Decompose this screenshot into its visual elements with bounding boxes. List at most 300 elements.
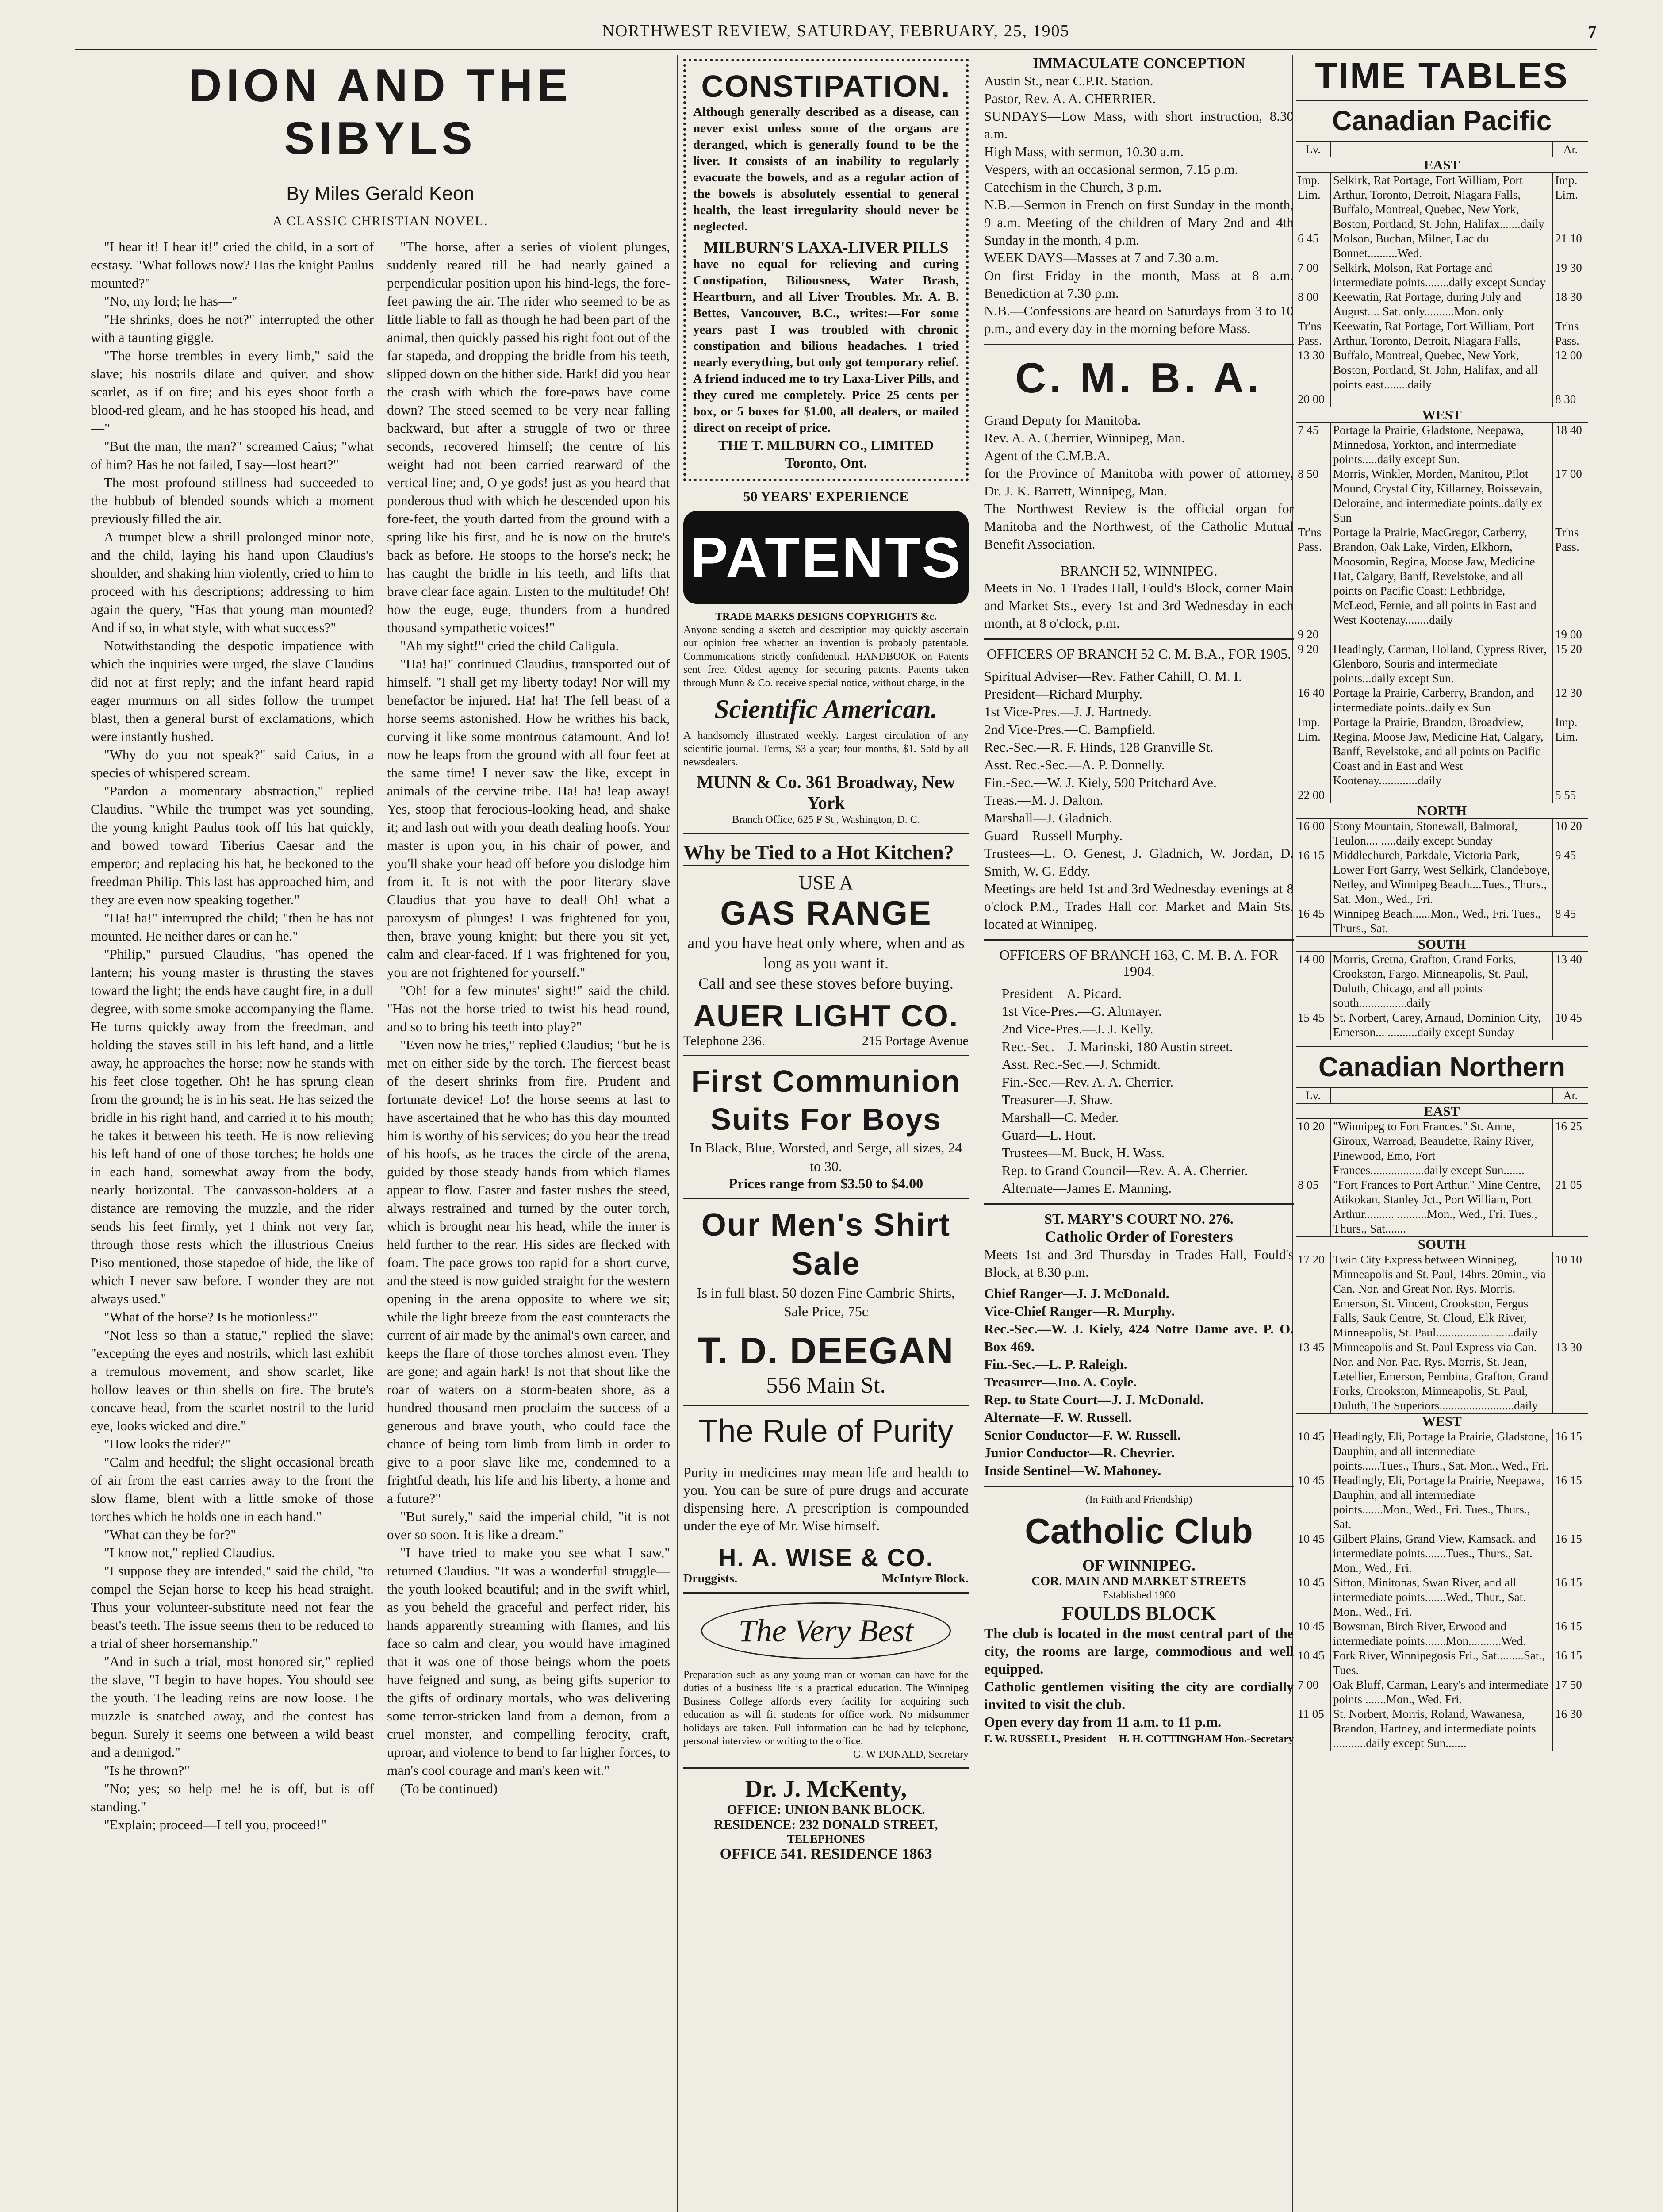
route-description: Oak Bluff, Carman, Leary's and intermediate points .......Mon., Wed. Fri. <box>1331 1678 1553 1707</box>
mckenty-ad <box>683 1775 969 1863</box>
communion-price: Prices range from $3.50 to $4.00 <box>728 1175 923 1191</box>
arrival-time: 8 45 <box>1555 907 1576 920</box>
header-rule <box>75 49 1597 50</box>
timetable-row <box>1296 261 1588 290</box>
club-established: Established 1900 <box>1102 1590 1176 1601</box>
patents-ad <box>683 488 969 826</box>
route-description: Keewatin, Rat Portage, Fort William, Port Arthur, Toronto, Detroit, Niagara Falls, Buffalo, Montreal, Quebec, New York, Boston, Portland, St. John, Halifax, and all points east........daily <box>1331 319 1553 392</box>
officer-line: Vice-Chief Ranger—R. Murphy. <box>984 1303 1175 1319</box>
story-paragraph: "No, my lord; he has—" <box>104 293 238 309</box>
club-line: The club is located in the most central part of the city, the rooms are large, commodious and well equipped. <box>984 1625 1294 1677</box>
club-city: OF WINNIPEG. <box>1082 1556 1196 1574</box>
auer-light-title: AUER LIGHT CO. <box>693 998 959 1033</box>
cmba-notice <box>984 411 1294 553</box>
page-header <box>75 21 1597 57</box>
timetable-section: SOUTH <box>1296 936 1588 952</box>
laxa-title: MILBURN'S LAXA-LIVER PILLS <box>703 238 949 256</box>
arrival-time: 17 00 <box>1555 467 1582 480</box>
ads-column <box>683 55 969 2212</box>
timetable-row <box>1296 1532 1588 1575</box>
story-paragraph: "I have tried to make you see what I saw," returned Claudius. "It was a wonderful struggle—the youth looked beautiful; and in the swift whirl, as you beheld the graceful and perfect rider, his hands apparently streaming with flames, and his face so calm and clear, you would have imagined that it was one of those beings whom the poets have feigned and sung, as being gifts superior to the gifts of ordinary mortals, who was delivering some terror-stricken land from a demon, from a cruel monster, and compelling ferocity, craft, uproar, and violence to bend to far higher forces, to man's cool courage and man's keen wit." <box>387 1545 670 1778</box>
officer-line: Treasurer—Jno. A. Coyle. <box>984 1374 1137 1390</box>
officer-line: Meetings are held 1st and 3rd Wednesday evenings at 8 o'clock P.M., Trades Hall cor. Market and Main Sts. located at Winnipeg. <box>984 881 1294 932</box>
notice-separator <box>984 939 1294 941</box>
story-text-right <box>387 238 670 1834</box>
wise-block: McIntyre Block. <box>882 1572 969 1586</box>
officer-line: Treasurer—J. Shaw. <box>1002 1092 1113 1107</box>
route-description: Portage la Prairie, Gladstone, Neepawa, Minnedosa, Yorkton, and intermediate points.....daily except Sun. <box>1331 422 1553 467</box>
officer-line: Asst. Rec.-Sec.—A. P. Donnelly. <box>984 757 1165 772</box>
officer-line: Marshall—J. Gladnich. <box>984 810 1113 826</box>
story-paragraph: A trumpet blew a shrill prolonged minor note, and the child, laying his hand upon Claudius's shoulder, and shaking him violently, cried to him to proceed with his descriptions; addressing to him again the query, "Has that young man mounted? And if so, in what style, with what success?" <box>91 529 374 635</box>
departure-time: 10 45 <box>1298 1620 1325 1633</box>
story-column <box>91 55 670 2212</box>
notices-column <box>984 55 1294 2212</box>
club-line: Catholic gentlemen visiting the city are cordially invited to visit the club. <box>984 1678 1294 1712</box>
departure-time: 8 50 <box>1298 467 1319 480</box>
departure-time: 10 45 <box>1298 1430 1325 1443</box>
timetable-row <box>1296 1429 1588 1473</box>
route-description: Gilbert Plains, Grand View, Kamsack, and intermediate points.......Tues., Thurs., Sat. Mon., Wed., Fri. <box>1331 1532 1553 1575</box>
officer-line: Fin.-Sec.—W. J. Kiely, 590 Pritchard Ave. <box>984 775 1217 790</box>
route-description: Portage la Prairie, Brandon, Broadview, Regina, Moose Jaw, Medicine Hat, Calgary, Banff, Revelstoke, and all points on Pacific Coast and in East and West Kootenay.............daily <box>1331 715 1553 788</box>
auer-address: 215 Portage Avenue <box>862 1033 969 1048</box>
officer-line: President—A. Picard. <box>1002 986 1122 1001</box>
arrival-time: 19 00 <box>1555 628 1582 641</box>
church-line: WEEK DAYS—Masses at 7 and 7.30 a.m. <box>984 250 1219 265</box>
officer-line: Guard—Russell Murphy. <box>984 828 1123 843</box>
notice-separator <box>984 1203 1294 1205</box>
officer-line: Rec.-Sec.—J. Marinski, 180 Austin street. <box>1002 1039 1233 1054</box>
patents-body: Anyone sending a sketch and description may quickly ascertain our opinion free whether an invention is probably patentable. Communications strictly confidential. HANDBOOK on Patents sent free. Oldest agency for securing patents. Patents taken through Munn & Co. receive special notice, without charge, in the <box>683 624 969 689</box>
timetable-row <box>1296 290 1588 319</box>
very-best-logo: The Very Best <box>701 1602 951 1659</box>
story-byline: By Miles Gerald Keon <box>286 183 475 204</box>
departure-time: 9 20 <box>1298 628 1319 641</box>
route-description: Morris, Winkler, Morden, Manitou, Pilot Mound, Crystal City, Killarney, Boissevain, Deloraine, and intermediate points..daily ex Sun <box>1331 467 1553 525</box>
officer-line: President—Richard Murphy. <box>984 686 1142 702</box>
route-description: St. Norbert, Carey, Arnaud, Dominion City, Emerson... ..........daily except Sunday <box>1331 1010 1553 1040</box>
story-body <box>91 238 670 1834</box>
deegan-address: 556 Main St. <box>766 1373 886 1398</box>
club-motto: (In Faith and Friendship) <box>1085 1494 1192 1505</box>
arrival-time: 16 25 <box>1555 1120 1582 1133</box>
cmba-line: The Northwest Review is the official organ for Manitoba and the Northwest, of the Catholic Mutual Benefit Association. <box>984 501 1294 552</box>
story-paragraph: "He shrinks, does he not?" interrupted the other with a taunting giggle. <box>91 311 374 345</box>
timetable-row <box>1296 642 1588 686</box>
officer-line: Spiritual Adviser—Rev. Father Cahill, O. M. I. <box>984 668 1242 684</box>
officer-line: 2nd Vice-Pres.—J. J. Kelly. <box>1002 1021 1153 1037</box>
timetables-column <box>1296 55 1588 2212</box>
timetables-title: TIME TABLES <box>1296 55 1588 101</box>
story-paragraph: "Ah my sight!" cried the child Caligula. <box>400 638 619 653</box>
mckenty-office: OFFICE: UNION BANK BLOCK. <box>727 1802 925 1817</box>
departure-time: 16 45 <box>1298 907 1325 920</box>
timetable-row <box>1296 173 1588 231</box>
club-president: F. W. RUSSELL, President <box>984 1733 1107 1745</box>
officer-line: 1st Vice-Pres.—J. J. Hartnedy. <box>984 704 1152 719</box>
church-line: SUNDAYS—Low Mass, with short instruction, 8.30 a.m. <box>984 108 1294 142</box>
route-description: "Fort Frances to Port Arthur." Mine Centre, Atikokan, Stanley Jct., Port William, Port Arthur.......... ..........Mon., Wed., Fri. Tues., Thurs., Sat....... <box>1331 1178 1553 1237</box>
arrival-time: 15 20 <box>1555 642 1582 656</box>
route-description: Headingly, Eli, Portage la Prairie, Neepawa, Dauphin, and all intermediate points.......Mon., Wed., Fri. Tues., Thurs., Sat. <box>1331 1473 1553 1532</box>
route-description: Winnipeg Beach......Mon., Wed., Fri. Tues., Thurs., Sat. <box>1331 906 1553 936</box>
departure-time: 17 20 <box>1298 1253 1325 1266</box>
timetable-section: WEST <box>1296 1413 1588 1429</box>
story-paragraph: The most profound stillness had succeeded to the hubbub of blended sounds which a moment previously filled the air. <box>91 475 374 526</box>
story-paragraph: "The horse trembles in every limb," said the slave; his nostrils dilate and quiver, and show scarlet, as if on fire; and his eyes shoot forth a blood-red gleam, and he has stooped his head, and—" <box>91 348 374 436</box>
arrival-time: 16 15 <box>1555 1576 1582 1589</box>
timetable-section: WEST <box>1296 407 1588 422</box>
college-secretary: G. W DONALD, Secretary <box>853 1749 969 1760</box>
story-paragraph: "Calm and heedful; the slight occasional breath of air from the east carries away to the front the slow flame, blent with a little smoke of those torches which he holds one in each hand." <box>91 1454 374 1524</box>
officer-line: Fin.-Sec.—L. P. Raleigh. <box>984 1356 1127 1372</box>
departure-time: 15 45 <box>1298 1011 1325 1024</box>
notice-separator <box>984 344 1294 345</box>
route-description: Stony Mountain, Stonewall, Balmoral, Teulon.... .....daily except Sunday <box>1331 818 1553 848</box>
club-line: Open every day from 11 a.m. to 11 p.m. <box>984 1714 1222 1730</box>
purity-title: The Rule of Purity <box>698 1413 954 1449</box>
arrival-time: 8 30 <box>1555 392 1576 406</box>
story-paragraph: "Philip," pursued Claudius, "has opened the lantern; his young master is thrusting the staves toward the light; the ends have caught fire, in a dull degree, with some smoke accompanying the flame. He turns quickly away from the freedman, and holding the staves still in his left hand, and a little away, he approaches the horse; now he stands with his feet close together. Oh! he has sprung clean from the ground; he is in his seat. He has seized the bridle in his right hand, and carried it to his mouth; he takes it between his teeth. He is now relieving his left hand of one of those torches; he holds one in each hand, somewhat away from the body, nearly horizontal. The canvasson-holders at a distance are removing the muzzle, and the rider sends his feet firmly, yet I think not very far, through those rests which the illustrious Cneius Piso mentioned, those stapedoe of hide, the like of which I never saw before. I wonder they are not always used." <box>91 946 374 1306</box>
ad-separator <box>683 1767 969 1769</box>
departure-time: 10 45 <box>1298 1576 1325 1589</box>
court-officers-list <box>984 1285 1294 1479</box>
ad-separator <box>683 1198 969 1199</box>
constipation-body: Although generally described as a disease, can never exist unless some of the organs are deranged, which is generally found to be the liver. It consists of an inability to regularly evacuate the bowels, and as a regular action of the bowels is absolutely essential to general health, the least irregularity should never be neglected. <box>693 105 959 234</box>
club-body <box>984 1624 1294 1731</box>
story-paragraph: "How looks the rider?" <box>104 1436 231 1452</box>
lv-header: Lv. <box>1296 1088 1331 1103</box>
church-line: Austin St., near C.P.R. Station. <box>984 73 1153 88</box>
arrival-time: Tr'ns Pass. 12 00 <box>1555 319 1582 362</box>
officer-line: Junior Conductor—R. Chevrier. <box>984 1445 1175 1460</box>
story-paragraph: "The horse, after a series of violent plunges, suddenly reared till he had nearly gained a perpendicular position upon his hind-legs, the fore-feet pawing the air. The rider who seemed to be as little liable to fall as though he had been part of the animal, then quickly passed his right foot out of the far stapeda, and dropping the bridle from his teeth, slipped down on the hither side. Hark! did you hear the crash with which the fore-paws have come down? The steed seemed to be very near falling backward, but after a struggle of two or three seconds, recovered himself; the centre of his weight had not been carried rearward of the vertical line; and, O ye gods! just as you heard that ponderous thud with which he descended upon his fore-feet, the youth darted from the ground with a spring like his first, and he is now on the brute's back as before. He stoops to the horse's neck; he has caught the bridle in his teeth, and lifts that brave clear face again. Listen to the multitude! Oh! how the euge, euge, thunders from a hundred thousand sympathetic voices!" <box>387 239 670 635</box>
route-description: Fork River, Winnipegosis Fri., Sat.........Sat., Tues. <box>1331 1648 1553 1678</box>
ad-separator <box>683 833 969 834</box>
college-body: Preparation such as any young man or woman can have for the duties of a business life is a practical education. The Winnipeg Business College affords every facility for acquiring such education as will fit students for office work. No midsummer holidays are taken. Full information can be had by telephone, personal interview or writing to the office. <box>683 1669 969 1747</box>
wise-title: H. A. WISE & CO. <box>718 1544 934 1571</box>
departure-time: 6 45 <box>1298 232 1319 245</box>
departure-time: 20 00 <box>1298 392 1325 406</box>
mckenty-telephones-label: TELEPHONES <box>787 1832 865 1845</box>
officer-line: Senior Conductor—F. W. Russell. <box>984 1427 1181 1443</box>
story-paragraph: "But the man, the man?" screamed Caius; "what of him? Has he not failed, I say—lost heart?" <box>91 438 374 472</box>
route-description: Headingly, Eli, Portage la Prairie, Gladstone, Dauphin, and all intermediate points......Tues., Thurs., Sat. Mon., Wed., Fri. <box>1331 1429 1553 1473</box>
ad-separator <box>683 1405 969 1406</box>
departure-time: 10 45 <box>1298 1649 1325 1662</box>
route-description <box>1331 788 1553 803</box>
story-text-left <box>91 238 374 1834</box>
constipation-ad <box>683 59 969 481</box>
notice-separator <box>984 1486 1294 1487</box>
timetable-row <box>1296 848 1588 906</box>
club-block: FOULDS BLOCK <box>1061 1602 1216 1624</box>
route-description: Headingly, Carman, Holland, Cypress River, Glenboro, Souris and intermediate points...daily except Sun. <box>1331 642 1553 686</box>
story-paragraph: "Even now he tries," replied Claudius; "but he is met on either side by the torch. The fiercest beast of the desert shrinks from fire. Prudent and fortunate device! Lo! the horse seems at last to have ascertained that he who has this day mounted him is worthy of his services; do you hear the tread of his hoofs, as he traces the circle of the arena, guided by those steady hands from which flames appear to flow. Faster and faster rushes the steed, always restrained and turned by the outer torch, which is brought near his head, while the inner is held further to the rear. His sides are flecked with foam. The pace grows too rapid for a short curve, and the steed is now guided straight for the western opening in the arena opposite to where we sit; while the light breeze from the east counteracts the current of air made by the animal's own career, and keeps the flare of those torches almost even. They are gone; and again hark! Is not that shout like the roar of waters on a storm-beaten shore, as a hundred thousand men proclaim the success of a generous and brave youth, who could face the chance of being torn limb from limb in order to give to a poor slave like me, condemned to a frightful death, his life and his liberty, a home and a future?" <box>387 1037 670 1506</box>
departure-time: 10 45 <box>1298 1532 1325 1545</box>
story-paragraph: "Is he thrown?" <box>104 1763 190 1778</box>
story-paragraph: "I hear it! I hear it!" cried the child, in a sort of ecstasy. "What follows now? Has the knight Paulus mounted?" <box>91 239 374 291</box>
story-paragraph: "And in such a trial, most honored sir," replied the slave, "I begin to have hopes. You should see the youth. The leading reins are now loose. The muzzle is snatched away, and the contest has begun. Surely it seems one between a wild beast and a demigod." <box>91 1654 374 1760</box>
officer-line: Rep. to Grand Council—Rev. A. A. Cherrier. <box>1002 1163 1248 1178</box>
shirt-sale-body: Is in full blast. 50 dozen Fine Cambric Shirts, Sale Price, 75c <box>697 1285 955 1319</box>
timetable-row <box>1296 906 1588 936</box>
court-title: ST. MARY'S COURT NO. 276. <box>1044 1211 1234 1227</box>
officer-line: Rep. to State Court—J. J. McDonald. <box>984 1392 1204 1407</box>
cmba-line: Grand Deputy for Manitoba. <box>984 412 1141 428</box>
wise-druggists: Druggists. <box>683 1572 738 1586</box>
mckenty-residence: RESIDENCE: 232 DONALD STREET, <box>714 1817 938 1832</box>
officer-line: Chief Ranger—J. J. McDonald. <box>984 1286 1169 1301</box>
cmba-line: Agent of the C.M.B.A. <box>984 448 1111 463</box>
departure-time: 7 00 <box>1298 1678 1319 1691</box>
timetable-section: EAST <box>1296 157 1588 173</box>
patents-logo: PATENTS <box>683 511 969 604</box>
story-paragraph: "No; yes; so help me! he is off, but is off standing." <box>91 1781 374 1814</box>
officers52-list <box>984 668 1294 933</box>
officer-line: Alternate—James E. Manning. <box>1002 1180 1172 1196</box>
arrival-time: 13 30 <box>1555 1340 1582 1354</box>
officers163-title: OFFICERS OF BRANCH 163, C. M. B. A. FOR 1904. <box>999 947 1279 979</box>
branch52-title: BRANCH 52, WINNIPEG. <box>1060 563 1218 579</box>
church-line: Pastor, Rev. A. A. CHERRIER. <box>984 91 1156 106</box>
story-paragraph: "I suppose they are intended," said the child, "to compel the Sejan horse to keep his head straight. Thus your volunteer-substitute need not fear the beast's teeth. The issue seems then to be reduced to a trial of sheer horsemanship." <box>91 1563 374 1651</box>
story-paragraph: "Why do you not speak?" said Caius, in a species of whispered scream. <box>91 747 374 780</box>
route-description: Selkirk, Rat Portage, Fort William, Port Arthur, Toronto, Detroit, Niagara Falls, Buffalo, Montreal, Quebec, New York, Boston, Portland, St. John, Halifax.......daily <box>1331 173 1553 231</box>
gas-range-ad <box>683 840 969 1048</box>
church-notice <box>984 72 1294 338</box>
story-paragraph: "Ha! ha!" interrupted the child; "then he has not mounted. He neither dares or can he." <box>91 910 374 944</box>
route-description: Portage la Prairie, MacGregor, Carberry, Brandon, Oak Lake, Virden, Elkhorn, Moosomin, Regina, Moose Jaw, Medicine Hat, Calgary, Banff, Revelstoke, and all points on Pacific Coast; Lethbridge, McLeod, Fernie, and all points in East and West Kootenay........daily <box>1331 525 1553 627</box>
timetable-row <box>1296 1619 1588 1648</box>
communion-ad <box>683 1062 969 1398</box>
arrival-time: 16 15 <box>1555 1649 1582 1662</box>
ar-header: Ar. <box>1553 142 1588 157</box>
gas-use: USE A <box>798 872 854 894</box>
departure-time: 22 00 <box>1298 788 1325 802</box>
story-paragraph: "What can they be for?" <box>104 1527 236 1542</box>
lv-header: Lv. <box>1296 142 1331 157</box>
officer-line: Trustees—M. Buck, H. Wass. <box>1002 1145 1165 1160</box>
route-description: Sifton, Minitonas, Swan River, and all intermediate points.......Wed., Thur., Sat. Mon., Wed., Fri. <box>1331 1575 1553 1619</box>
departure-time: 10 20 <box>1298 1120 1325 1133</box>
route-description: Keewatin, Rat Portage, during July and August.... Sat. only..........Mon. only <box>1331 290 1553 319</box>
route-description: St. Norbert, Morris, Roland, Wawanesa, Brandon, Hartney, and intermediate points ...........daily except Sun....... <box>1331 1707 1553 1751</box>
patents-experience: 50 YEARS' EXPERIENCE <box>743 488 909 504</box>
gas-range-title: GAS RANGE <box>720 895 932 932</box>
timetable-row <box>1296 1707 1588 1751</box>
departure-time: 7 00 <box>1298 261 1319 274</box>
timetable-row <box>1296 686 1588 715</box>
departure-time: 8 00 <box>1298 290 1319 303</box>
story-paragraph: "Pardon a momentary abstraction," replied Claudius. "While the trumpet was yet sounding, the young knight Paulus took off his hat quickly, and bowed toward Tiberius Caesar and the emperor; and replacing his hat, he beckoned to the freedman Philip. This last has approached him, and they are even now speaking together." <box>91 783 374 907</box>
club-secretary: H. H. COTTINGHAM Hon.-Secretary <box>1119 1733 1294 1745</box>
church-line: On first Friday in the month, Mass at 8 a.m. Benediction at 7.30 p.m. <box>984 268 1294 301</box>
officer-line: 2nd Vice-Pres.—C. Bampfield. <box>984 722 1156 737</box>
timetable-row <box>1296 1119 1588 1178</box>
arrival-time: 13 40 <box>1555 952 1582 966</box>
communion-title: First Communion Suits For Boys <box>691 1064 961 1137</box>
route-description: Portage la Prairie, Carberry, Brandon, and intermediate points..daily ex Sun <box>1331 686 1553 715</box>
officer-line: Marshall—C. Meder. <box>1002 1110 1119 1125</box>
route-description <box>1331 627 1553 642</box>
timetable-row <box>1296 788 1588 803</box>
court-body: Meets 1st and 3rd Thursday in Trades Hall, Fould's Block, at 8.30 p.m. <box>984 1247 1294 1280</box>
departure-time: Tr'ns Pass. <box>1298 526 1322 553</box>
arrival-time: 17 50 <box>1555 1678 1582 1691</box>
arrival-time: 16 30 <box>1555 1707 1582 1720</box>
story-paragraph: (To be continued) <box>400 1781 498 1796</box>
court-subtitle: Catholic Order of Foresters <box>1045 1228 1233 1245</box>
sci-body: A handsomely illustrated weekly. Largest circulation of any scientific journal. Terms, $3 a year; four months, $1. Sold by all newsdealers. <box>683 730 969 768</box>
departure-time: Tr'ns Pass. 13 30 <box>1298 319 1325 362</box>
business-college-ad <box>683 1602 969 1761</box>
munn-branch: Branch Office, 625 F St., Washington, D. C. <box>732 814 920 826</box>
arrival-time: 16 15 <box>1555 1474 1582 1487</box>
purity-body: Purity in medicines may mean life and health to you. You can be sure of pure drugs and accurate dispensing here. A prescription is compounded under the eye of Mr. Wise himself. <box>683 1464 969 1533</box>
officer-line: Guard—L. Hout. <box>1002 1127 1096 1143</box>
communion-body: In Black, Blue, Worsted, and Serge, all sizes, 24 to 30. <box>690 1140 962 1174</box>
officer-line: Treas.—M. J. Dalton. <box>984 792 1104 808</box>
notice-separator <box>984 638 1294 640</box>
page-number: 7 <box>1588 22 1597 42</box>
cmba-title: C. M. B. A. <box>1015 354 1263 402</box>
officer-line: Rec.-Sec.—W. J. Kiely, 424 Notre Dame ave. P. O. Box 469. <box>984 1321 1294 1354</box>
timetable-section: SOUTH <box>1296 1237 1588 1252</box>
church-line: N.B.—Confessions are heard on Saturdays from 3 to 10 p.m., and every day in the morning before Mass. <box>984 303 1294 336</box>
timetable-row <box>1296 231 1588 261</box>
church-line: High Mass, with sermon, 10.30 a.m. <box>984 144 1184 159</box>
story-paragraph: "Not less so than a statue," replied the slave; "excepting the eyes and nostrils, which last exhibit a tremulous movement, and show scarlet, like hollow leaves or thin shells on fire. The brute's concave head, from the scarlet nostril to the lurid eye, looks wicked and dire." <box>91 1327 374 1433</box>
departure-time: 14 00 <box>1298 952 1325 966</box>
route-description: Morris, Gretna, Grafton, Grand Forks, Crookston, Fargo, Minneapolis, St. Paul, Duluth, Chicago, and all points south................daily <box>1331 952 1553 1010</box>
timetable-row <box>1296 627 1588 642</box>
timetable-row <box>1296 1473 1588 1532</box>
auer-telephone: Telephone 236. <box>683 1033 765 1048</box>
officers163-list <box>984 985 1294 1197</box>
route-description: Molson, Buchan, Milner, Lac du Bonnet..........Wed. <box>1331 231 1553 261</box>
story-paragraph: "Ha! ha!" continued Claudius, transported out of himself. "I shall get my liberty today! Nor will my benefactor be injured. Ha! ha! The fell beast of a horse seems astonished. How he writhes his back, curving it like some montrous catamount. And lo! now he leaps from the ground with all four feet at the same time! I never saw the like, except in animals of the cervine tribe. Ha! ha! leap away! Yes, stoop that ferocious-looking head, and shake it; and lash out with your death dealing hoofs. Your master is upon you, in his chair of power, and you'll shake your head off before you dislodge him from it. It is not with the poor literary slave Claudius that you have to deal! Oh! what a paroxysm of plunges! I was frightened for you, then, brave young knight; but there you sit yet, calm and clear-faced. If I was frightened for you, you are not frightened for yourself." <box>387 656 670 980</box>
branch52-body: Meets in No. 1 Trades Hall, Fould's Block, corner Main and Market Sts., every 1st and 3rd Wednesday in each month, at 8 o'clock, p.m. <box>984 580 1294 631</box>
arrival-time: 21 05 <box>1555 1178 1582 1191</box>
masthead-title: NORTHWEST REVIEW, SATURDAY, FEBRUARY, 25, 1905 <box>602 22 1070 40</box>
arrival-time: 18 40 <box>1555 423 1582 437</box>
route-description: Middlechurch, Parkdale, Victoria Park, Lower Fort Garry, West Selkirk, Clandeboye, Netley, and Winnipeg Beach....Tues., Thurs., Sat. Mon., Wed., Fri. <box>1331 848 1553 906</box>
timetable-row <box>1296 1575 1588 1619</box>
route-description: Minneapolis and St. Paul Express via Can. Nor. and Nor. Pac. Rys. Morris, St. Jean, Letellier, Emerson, Pembina, Grafton, Grand Forks, Crookston, Minneapolis, St. Paul, Duluth, The Superiors.........................daily <box>1331 1340 1553 1413</box>
timetable-row <box>1296 1010 1588 1040</box>
arrival-time: 10 20 <box>1555 819 1582 833</box>
arrival-time: 19 30 <box>1555 261 1582 274</box>
arrival-time: 9 45 <box>1555 849 1576 862</box>
story-paragraph: Notwithstanding the despotic impatience with which the inquiries were urged, the slave Claudius did not at first reply; and the infant heard rapid eager murmurs on all sides follow the trumpet blast, then a general burst of exclamations, which were instantly hushed. <box>91 638 374 744</box>
arrival-time: Tr'ns Pass. <box>1555 526 1579 553</box>
cmba-line: Rev. A. A. Cherrier, Winnipeg, Man. <box>984 430 1185 445</box>
story-paragraph: "What of the horse? Is he motionless?" <box>104 1309 318 1325</box>
departure-time: Imp. Lim. <box>1298 715 1321 743</box>
timetable-row <box>1296 422 1588 467</box>
story-subtitle: A CLASSIC CHRISTIAN NOVEL. <box>272 214 488 228</box>
arrival-time: 16 15 <box>1555 1430 1582 1443</box>
canadian-pacific-title: Canadian Pacific <box>1332 106 1552 136</box>
officers52-title: OFFICERS OF BRANCH 52 C. M. B.A., FOR 1905. <box>986 646 1291 662</box>
canadian-northern-title: Canadian Northern <box>1296 1046 1588 1083</box>
officer-line: Trustees—L. O. Genest, J. Gladnich, W. Jordan, D. Smith, W. G. Eddy. <box>984 845 1294 879</box>
departure-time: 8 05 <box>1298 1178 1319 1191</box>
canadian-pacific-table <box>1296 141 1588 1040</box>
departure-time: 11 05 <box>1298 1707 1324 1720</box>
purity-ad <box>683 1412 969 1586</box>
scientific-american: Scientific American. <box>714 695 938 724</box>
timetable-row <box>1296 1648 1588 1678</box>
officer-line: Asst. Rec.-Sec.—J. Schmidt. <box>1002 1056 1161 1072</box>
deegan-title: T. D. DEEGAN <box>697 1330 954 1371</box>
arrival-time: Imp. Lim. <box>1555 715 1578 743</box>
timetable-row <box>1296 818 1588 848</box>
shirt-sale-title: Our Men's Shirt Sale <box>701 1207 951 1282</box>
laxa-company: THE T. MILBURN CO., LIMITED Toronto, Ont. <box>718 437 934 471</box>
timetable-row <box>1296 392 1588 407</box>
ad-separator <box>683 1592 969 1594</box>
departure-time: 16 15 <box>1298 849 1325 862</box>
timetable-section: EAST <box>1296 1103 1588 1119</box>
cmba-line: for the Province of Manitoba with power of attorney, Dr. J. K. Barrett, Winnipeg, Man. <box>984 465 1294 499</box>
gas-question: Why be Tied to a Hot Kitchen? <box>683 840 969 866</box>
church-title: IMMACULATE CONCEPTION <box>1032 55 1245 72</box>
departure-time: 10 45 <box>1298 1474 1325 1487</box>
laxa-body: have no equal for relieving and curing Constipation, Biliousness, Water Brash, Heartburn, and all Liver Troubles. Mr. A. B. Bettes, Vancouver, B.C., writes:—For some years past I was troubled with chronic constipation and bilious headaches. I tried nearly everything, but only got temporary relief. A friend induced me to try Laxa-Liver Pills, and they cured me completely. Price 25 cents per box, or 5 boxes for $1.00, all dealers, or mailed direct on receipt of price. <box>693 257 959 435</box>
ar-header: Ar. <box>1553 1088 1588 1103</box>
timetable-row <box>1296 1678 1588 1707</box>
timetable-row <box>1296 467 1588 525</box>
officer-line: Alternate—F. W. Russell. <box>984 1409 1132 1425</box>
munn-address: MUNN & Co. 361 Broadway, New York <box>697 772 955 813</box>
constipation-title: CONSTIPATION. <box>701 69 951 104</box>
departure-time: 7 45 <box>1298 423 1319 437</box>
timetable-row <box>1296 715 1588 788</box>
arrival-time: 21 10 <box>1555 232 1582 245</box>
route-description: Twin City Express between Winnipeg, Minneapolis and St. Paul, 14hrs. 20min., via Can. Nor. and Great Nor. Rys. Morris, Emerson, St. Vincent, Crookston, Fergus Falls, Sauk Centre, St. Cloud, Elk River, Minneapolis, St. Paul..........................daily <box>1331 1252 1553 1340</box>
arrival-time: Imp. Lim. <box>1555 173 1578 201</box>
church-line: Catechism in the Church, 3 p.m. <box>984 179 1162 195</box>
timetable-row <box>1296 1178 1588 1237</box>
column-divider <box>677 55 678 2212</box>
route-description <box>1331 392 1553 407</box>
mckenty-telephones: OFFICE 541. RESIDENCE 1863 <box>720 1846 932 1862</box>
timetable-row <box>1296 952 1588 1010</box>
story-paragraph: "But surely," said the imperial child, "it is not over so soon. It is like a dream." <box>387 1509 670 1542</box>
arrival-time: 18 30 <box>1555 290 1582 303</box>
church-line: N.B.—Sermon in French on first Sunday in the month, 9 a.m. Meeting of the children of Mary 2nd and 4th Sunday in the month, 4 p.m. <box>984 197 1294 248</box>
arrival-time: 10 45 <box>1555 1011 1582 1024</box>
route-description: Selkirk, Molson, Rat Portage and intermediate points........daily except Sunday <box>1331 261 1553 290</box>
timetable-section: NORTH <box>1296 803 1588 818</box>
arrival-time: 10 10 <box>1555 1253 1582 1266</box>
arrival-time: 16 15 <box>1555 1532 1582 1545</box>
church-line: Vespers, with an occasional sermon, 7.15 p.m. <box>984 161 1238 177</box>
departure-time: 9 20 <box>1298 642 1319 656</box>
officer-line: Fin.-Sec.—Rev. A. A. Cherrier. <box>1002 1074 1174 1090</box>
arrival-time: 12 30 <box>1555 686 1582 699</box>
club-title: Catholic Club <box>1025 1511 1253 1551</box>
arrival-time: 5 55 <box>1555 788 1576 802</box>
canadian-northern-table <box>1296 1087 1588 1751</box>
officer-line: Inside Sentinel—W. Mahoney. <box>984 1463 1161 1478</box>
story-paragraph: "Explain; proceed—I tell you, proceed!" <box>104 1817 327 1832</box>
story-title: DION AND THE SIBYLS <box>188 60 572 164</box>
timetable-row <box>1296 319 1588 392</box>
